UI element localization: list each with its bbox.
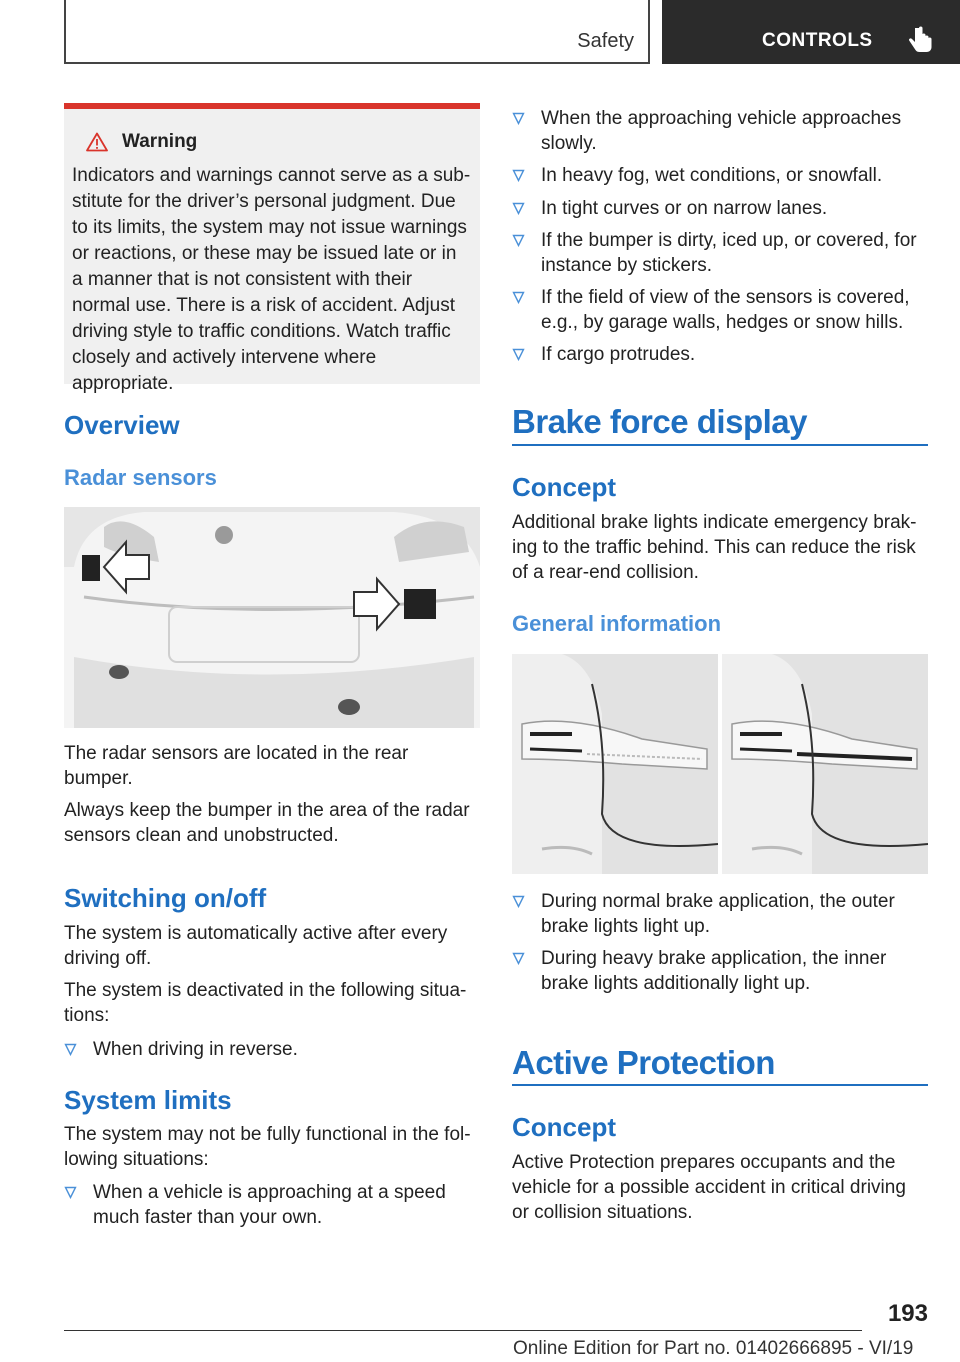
- triangle-bullet-icon: [512, 895, 525, 908]
- heading-radar-sensors: Radar sensors: [64, 465, 217, 490]
- triangle-bullet-icon: [512, 169, 525, 182]
- brake-lights-heavy-image: [722, 654, 928, 874]
- triangle-bullet-icon: [64, 1043, 77, 1056]
- switch-paragraph-2: The system is deactivated in the following situa-tions:: [64, 980, 467, 1026]
- heading-active-protection: Active Protection: [512, 1044, 775, 1081]
- triangle-bullet-icon: [64, 1186, 77, 1199]
- heading-overview: Overview: [64, 410, 180, 440]
- warning-title: Warning: [86, 131, 472, 153]
- radar-paragraph-1: The radar sensors are located in the rear bumper.: [64, 743, 409, 789]
- radar-paragraph-2: Always keep the bumper in the area of the radar sensors clean and unobstructed.: [64, 800, 470, 846]
- list-item: During normal brake application, the outer brake lights light up.: [512, 889, 928, 939]
- heading-rule: [512, 1084, 928, 1086]
- list-item: In heavy fog, wet conditions, or snowfall.: [512, 163, 928, 188]
- limits-paragraph-1: The system may not be fully functional in the fol-lowing situations:: [64, 1124, 471, 1170]
- list-item: When driving in reverse.: [64, 1037, 480, 1062]
- list-item: If the bumper is dirty, iced up, or covered, for instance by stickers.: [512, 228, 928, 278]
- hand-pointer-icon: [908, 26, 934, 56]
- active-concept-paragraph: Active Protection prepares occupants and the vehicle for a possible accident in critical driving or collision situations.: [512, 1152, 906, 1223]
- footer-edition: Online Edition for Part no. 01402666895 - VI/19: [513, 1338, 914, 1359]
- warning-triangle-icon: [86, 132, 108, 152]
- warning-box: [64, 103, 480, 394]
- page-number: 193: [887, 1300, 928, 1327]
- brake-concept-paragraph: Additional brake lights indicate emergency brak-ing to the traffic behind. This can reduce the risk of a rear-end collision.: [512, 512, 917, 583]
- heading-switching-on-off: Switching on/off: [64, 883, 267, 913]
- list-item: In tight curves or on narrow lanes.: [512, 196, 928, 221]
- header-section-tab[interactable]: [500, 0, 650, 64]
- header-chapter-tab[interactable]: [662, 0, 960, 64]
- heading-brake-force-display: Brake force display: [512, 403, 807, 440]
- rear-bumper-radar-image: [64, 507, 480, 728]
- triangle-bullet-icon: [512, 112, 525, 125]
- footer-rule: [64, 1330, 862, 1331]
- switch-paragraph-1: The system is automatically active after every driving off.: [64, 923, 448, 969]
- triangle-bullet-icon: [512, 234, 525, 247]
- header-section-label: Safety: [577, 30, 634, 52]
- header-left-line: [64, 0, 66, 64]
- heading-system-limits: System limits: [64, 1085, 232, 1115]
- heading-concept: Concept: [512, 472, 616, 502]
- heading-general-information: General information: [512, 611, 722, 636]
- list-item: If cargo protrudes.: [512, 342, 928, 367]
- warning-text: Indicators and warnings cannot serve as a sub-stitute for the driver’s personal judgment. Due to its limits, the system may not issue warnings or reactions, or these may be issued late or in a manner that is not consistent with their normal use. There is a risk of accident. Adjust driving style to traffic conditions. Watch traffic closely and actively intervene where appropriate.: [72, 165, 471, 394]
- triangle-bullet-icon: [512, 291, 525, 304]
- triangle-bullet-icon: [512, 952, 525, 965]
- heading-rule: [512, 444, 928, 446]
- header-chapter-label: CONTROLS: [762, 30, 873, 51]
- list-item: If the field of view of the sensors is covered, e.g., by garage walls, hedges or snow hills.: [512, 285, 928, 335]
- triangle-bullet-icon: [512, 202, 525, 215]
- list-item: When the approaching vehicle approaches slowly.: [512, 106, 928, 156]
- brake-lights-normal-image: [512, 654, 718, 874]
- heading-concept-2: Concept: [512, 1112, 616, 1142]
- list-item: When a vehicle is approaching at a speed much faster than your own.: [64, 1180, 480, 1230]
- triangle-bullet-icon: [512, 348, 525, 361]
- list-item: During heavy brake application, the inner brake lights additionally light up.: [512, 946, 928, 996]
